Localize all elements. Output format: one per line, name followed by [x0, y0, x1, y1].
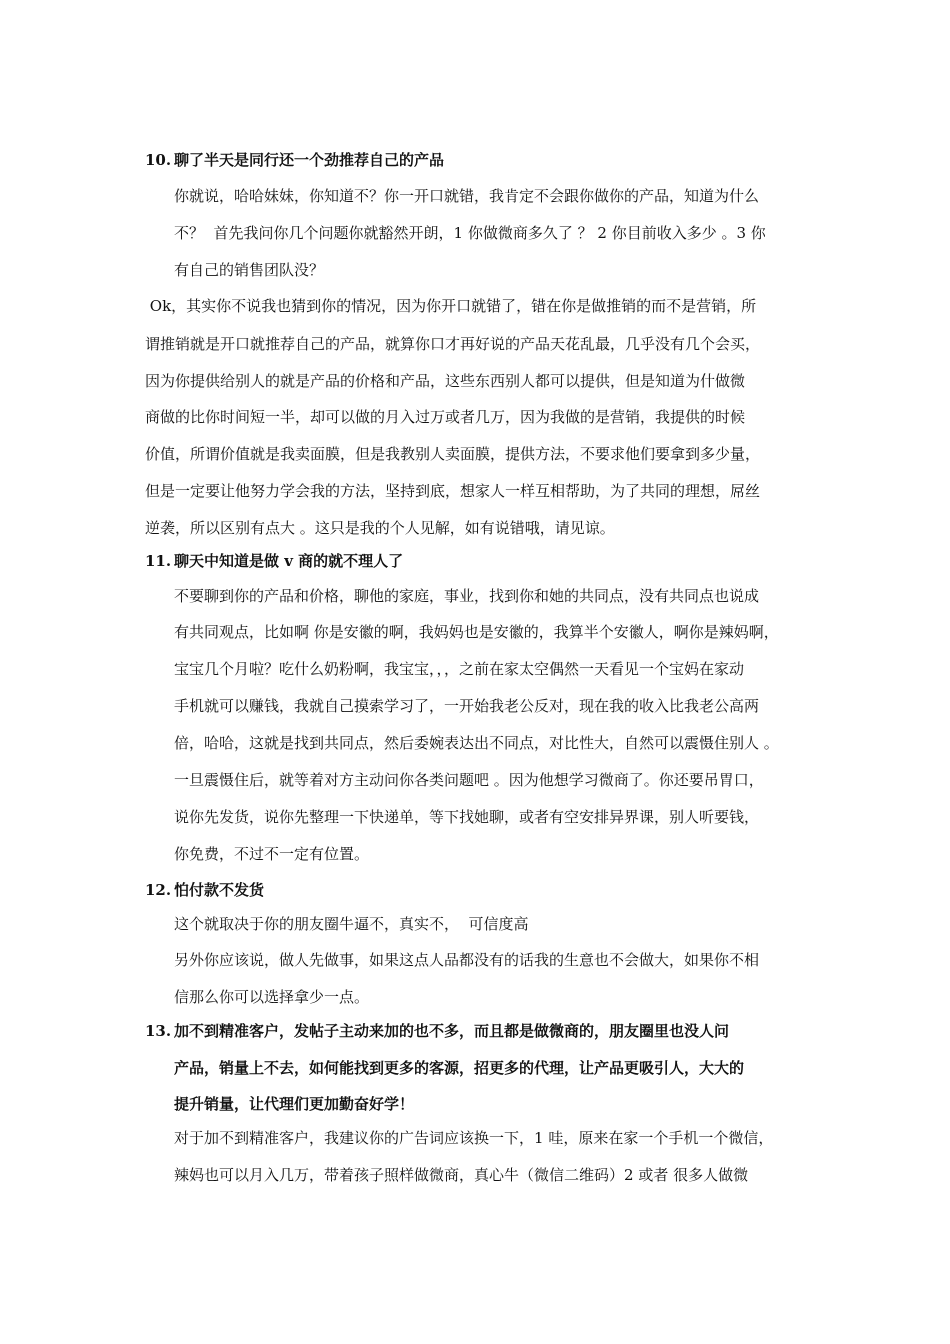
- heading-line: 聊天中知道是做 v 商的就不理人了: [174, 552, 404, 570]
- line-text: Ok，其实你不说我也猜到你的情况，因为你开口就错了，错在你是做推销的而不是营销，所: [145, 297, 757, 315]
- heading-line: 加不到精准客户，发帖子主动来加的也不多，而且都是做微商的，朋友圈里也没人问: [174, 1022, 730, 1040]
- heading-line: 产品，销量上不去，如何能找到更多的客源，招更多的代理，让产品更吸引人，大大的: [174, 1059, 745, 1077]
- section-number: 12.: [145, 881, 172, 899]
- line-text: 你就说，哈哈妹妹，你知道不？你一开口就错，我肯定不会跟你做你的产品，知道为什么: [174, 187, 760, 205]
- line-text: 对于加不到精准客户，我建议你的广告词应该换一下，1 哇，原来在家一个手机一个微信，: [174, 1129, 774, 1147]
- line-text: 倍，哈哈，这就是找到共同点，然后委婉表达出不同点，对比性大，自然可以震慑住别人 。: [174, 734, 779, 752]
- line-text: 另外你应该说，做人先做事，如果这点人品都没有的话我的生意也不会做大，如果你不相: [174, 951, 760, 969]
- heading-line: 聊了半天是同行还一个劲推荐自己的产品: [174, 151, 445, 169]
- line-text: 价值，所谓价值就是我卖面膜，但是我教别人卖面膜，提供方法，不要求他们要拿到多少量，: [145, 445, 761, 463]
- line-text: 逆袭，所以区别有点大 。这只是我的个人见解，如有说错哦，请见谅。: [145, 519, 615, 537]
- line-text: 手机就可以赚钱，我就自己摸索学习了，一开始我老公反对，现在我的收入比我老公高两: [174, 697, 760, 715]
- section-number: 13.: [145, 1022, 172, 1040]
- line-text: 一旦震慑住后，就等着对方主动问你各类问题吧 。因为他想学习微商了。你还要吊胃口，: [174, 771, 764, 789]
- line-text: 辣妈也可以月入几万，带着孩子照样做微商，真心牛（微信二维码）2 或者 很多人做微: [174, 1166, 749, 1184]
- line-text: 不？ 首先我问你几个问题你就豁然开朗，1 你做微商多久了 ？ 2 你目前收入多少 。3 你: [174, 224, 766, 242]
- section-number: 11.: [145, 552, 172, 570]
- line-text: 宝宝几个月啦？吃什么奶粉啊，我宝宝，，，之前在家太空偶然一天看见一个宝妈在家动: [174, 660, 745, 678]
- heading-line: 怕付款不发货: [174, 881, 265, 899]
- line-text: 不要聊到你的产品和价格，聊他的家庭，事业，找到你和她的共同点，没有共同点也说成: [174, 587, 760, 605]
- line-text: 这个就取决于你的朋友圈牛逼不，真实不， 可信度高: [174, 915, 529, 933]
- section-number: 10.: [145, 151, 172, 169]
- line-text: 有自己的销售团队没？: [174, 261, 325, 279]
- line-text: 因为你提供给别人的就是产品的价格和产品，这些东西别人都可以提供，但是知道为什做微: [145, 372, 746, 390]
- line-text: 有共同观点，比如啊 你是安徽的啊，我妈妈也是安徽的，我算半个安徽人，啊你是辣妈啊，: [174, 623, 779, 641]
- line-text: 但是一定要让他努力学会我的方法，坚持到底，想家人一样互相帮助，为了共同的理想，屌丝: [145, 482, 761, 500]
- line-text: 你免费，不过不一定有位置。: [174, 845, 370, 863]
- line-text: 谓推销就是开口就推荐自己的产品，就算你口才再好说的产品天花乱最，几乎没有几个会买，: [145, 335, 761, 353]
- heading-line: 提升销量，让代理们更加勤奋好学！: [174, 1095, 415, 1113]
- line-text: 信那么你可以选择拿少一点。: [174, 988, 370, 1006]
- line-text: 说你先发货，说你先整理一下快递单，等下找她聊，或者有空安排异界课，别人听要钱，: [174, 808, 760, 826]
- line-text: 商做的比你时间短一半，却可以做的月入过万或者几万，因为我做的是营销，我提供的时候: [145, 408, 746, 426]
